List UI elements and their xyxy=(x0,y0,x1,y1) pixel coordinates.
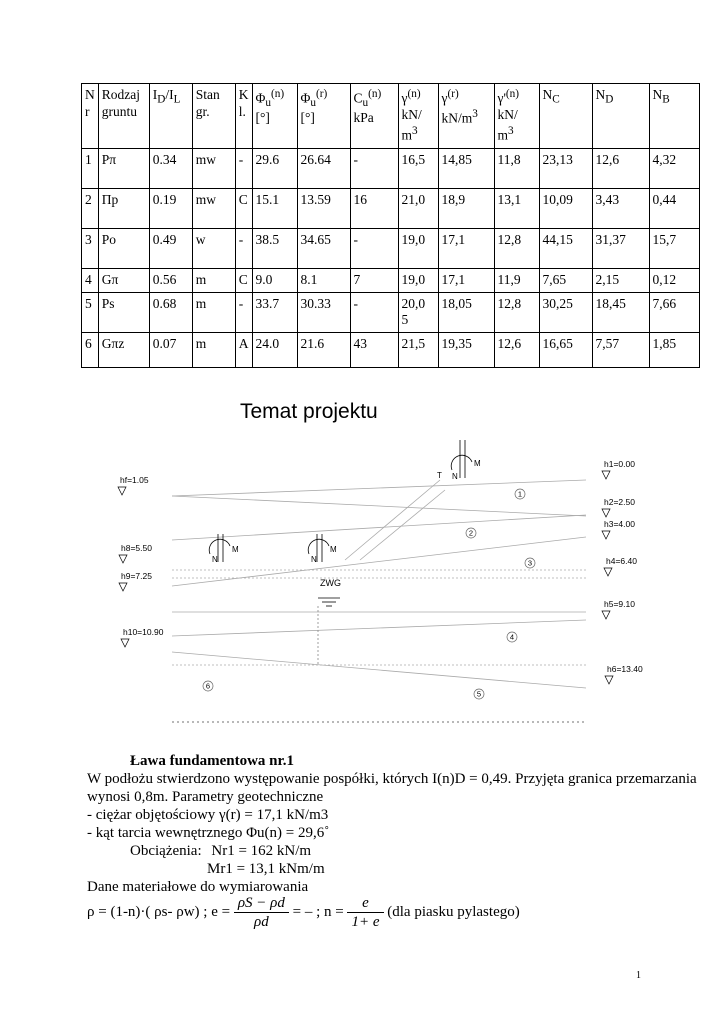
table-row xyxy=(82,292,700,333)
soil-profile-diagram xyxy=(0,430,724,730)
table-cell: m xyxy=(192,333,235,368)
boundary-line xyxy=(172,515,586,540)
table-row xyxy=(82,228,700,268)
depth-marker xyxy=(602,497,635,517)
table-cell: 19,0 xyxy=(398,228,438,268)
depth-label: hf=1.05 xyxy=(120,475,149,485)
loads-label: Obciążenia: xyxy=(130,843,202,859)
friction-angle-line: - kąt tarcia wewnętrznego Φu(n) = 29,6˚ xyxy=(87,825,330,841)
layer-number: 3 xyxy=(527,558,533,568)
section-paragraph xyxy=(87,770,707,806)
header-cell: $N_B$ xyxy=(649,84,700,149)
table-header-row xyxy=(82,84,700,149)
moment-arrow xyxy=(209,539,230,554)
right-depth-markers xyxy=(602,459,643,684)
table-cell: 20,0 5 xyxy=(398,292,438,333)
header-cell: $\Phi_u^{(n)}$ [°] xyxy=(252,84,297,149)
table-cell: 19,0 xyxy=(398,268,438,292)
level-triangle-icon xyxy=(119,583,127,591)
fraction-denominator: ρd xyxy=(254,914,269,930)
foundation-loads xyxy=(209,440,472,665)
table-cell: 18,05 xyxy=(438,292,494,333)
table-cell: 9.0 xyxy=(252,268,297,292)
table-cell: 34.65 xyxy=(297,228,350,268)
depth-marker xyxy=(605,664,643,684)
level-triangle-icon xyxy=(604,568,612,576)
table-cell: 16 xyxy=(350,188,398,228)
soil-parameters-table xyxy=(81,83,700,368)
level-triangle-icon xyxy=(605,676,613,684)
depth-marker xyxy=(602,459,635,479)
layer-number-badges xyxy=(203,489,535,699)
header-cell: $I_D/I_L$ xyxy=(149,84,192,149)
table-cell: 0.34 xyxy=(149,148,192,188)
table-cell: 5 xyxy=(82,292,99,333)
load-label-m: M xyxy=(474,459,481,468)
depth-label: h4=6.40 xyxy=(606,556,637,566)
table-cell: 7,65 xyxy=(539,268,592,292)
table-cell: 18,9 xyxy=(438,188,494,228)
header-cell: $\Phi_u^{(r)}$ [°] xyxy=(297,84,350,149)
table-cell: 0.56 xyxy=(149,268,192,292)
depth-marker xyxy=(119,571,152,591)
table-cell: - xyxy=(350,148,398,188)
depth-label: h10=10.90 xyxy=(123,627,164,637)
depth-marker xyxy=(604,556,637,576)
table-cell: 0.07 xyxy=(149,333,192,368)
table-cell: - xyxy=(350,228,398,268)
fraction-numerator: ρS − ρd xyxy=(234,894,289,913)
depth-label: h3=4.00 xyxy=(604,519,635,529)
table-cell: w xyxy=(192,228,235,268)
table-cell: - xyxy=(235,292,252,333)
table-cell: 4 xyxy=(82,268,99,292)
table-cell: - xyxy=(235,148,252,188)
header-cell: $N_C$ xyxy=(539,84,592,149)
table-cell: 13,1 xyxy=(494,188,539,228)
table-cell: 15,7 xyxy=(649,228,700,268)
table-cell: 16,5 xyxy=(398,148,438,188)
table-cell: 14,85 xyxy=(438,148,494,188)
table-cell: 0,44 xyxy=(649,188,700,228)
boundary-line xyxy=(172,620,586,636)
table-cell: 11,9 xyxy=(494,268,539,292)
load-label-m: M xyxy=(232,545,239,554)
table-cell: 12,6 xyxy=(592,148,649,188)
table-cell: 0.68 xyxy=(149,292,192,333)
header-cell: Rodzaj gruntu xyxy=(98,84,149,149)
fraction-denominator: 1+ e xyxy=(351,914,380,930)
depth-marker xyxy=(118,475,149,495)
formula-fraction-n xyxy=(347,894,383,931)
table-cell: 12,8 xyxy=(494,292,539,333)
table-cell: Πp xyxy=(98,188,149,228)
table-cell: 21.6 xyxy=(297,333,350,368)
level-triangle-icon xyxy=(121,639,129,647)
load-n-value: Nr1 = 162 kN/m xyxy=(211,843,312,859)
level-triangle-icon xyxy=(602,471,610,479)
table-cell: 24.0 xyxy=(252,333,297,368)
table-cell: mw xyxy=(192,188,235,228)
table-cell: 7,57 xyxy=(592,333,649,368)
intro-text: W podłożu stwierdzono występowanie pospółki, których I(n)D = 0,49. Przyjęta granica przemarzania wynosi 0,8m. Parametry geotechniczne xyxy=(87,771,697,805)
table-cell: 16,65 xyxy=(539,333,592,368)
table-cell: 30,25 xyxy=(539,292,592,333)
table-cell: 1,85 xyxy=(649,333,700,368)
table-cell: 6 xyxy=(82,333,99,368)
table-cell: 44,15 xyxy=(539,228,592,268)
table-cell: 0,12 xyxy=(649,268,700,292)
table-cell: A xyxy=(235,333,252,368)
boundary-line xyxy=(172,652,586,688)
depth-marker xyxy=(119,543,152,563)
table-cell: 38.5 xyxy=(252,228,297,268)
formula-line xyxy=(87,894,707,931)
table-cell: 2,15 xyxy=(592,268,649,292)
table-body xyxy=(82,148,700,368)
header-cell: Stan gr. xyxy=(192,84,235,149)
section-heading: Ława fundamentowa nr.1 xyxy=(130,753,295,769)
table-cell: mw xyxy=(192,148,235,188)
table-cell: - xyxy=(350,292,398,333)
depth-label: h5=9.10 xyxy=(604,599,635,609)
table-cell: C xyxy=(235,268,252,292)
table-row xyxy=(82,268,700,292)
load-label-n: N xyxy=(311,555,317,564)
level-triangle-icon xyxy=(118,487,126,495)
load-label-m: M xyxy=(330,545,337,554)
table-cell: 17,1 xyxy=(438,268,494,292)
boundary-line xyxy=(172,496,586,516)
table-cell: 15.1 xyxy=(252,188,297,228)
depth-label: h8=5.50 xyxy=(121,543,152,553)
table-cell: 8.1 xyxy=(297,268,350,292)
table-cell: 10,09 xyxy=(539,188,592,228)
table-cell: 26.64 xyxy=(297,148,350,188)
formula-note: (dla piasku pylastego) xyxy=(387,903,520,920)
table-cell: Po xyxy=(98,228,149,268)
unit-weight-line: - ciężar objętościowy γ(r) = 17,1 kN/m3 xyxy=(87,807,329,823)
table-cell: - xyxy=(235,228,252,268)
slope-line xyxy=(345,480,440,560)
page-number: 1 xyxy=(636,970,641,981)
layer-number: 6 xyxy=(205,681,211,691)
formula-fraction-e xyxy=(234,894,289,931)
table-cell: 17,1 xyxy=(438,228,494,268)
depth-marker xyxy=(121,627,164,647)
moment-arrow xyxy=(308,539,329,554)
table-cell: 7,66 xyxy=(649,292,700,333)
table-cell: 13.59 xyxy=(297,188,350,228)
page-title: Temat projektu xyxy=(240,400,378,423)
table-row xyxy=(82,148,700,188)
layer-number: 1 xyxy=(517,489,523,499)
table-cell: 21,5 xyxy=(398,333,438,368)
table-cell: 12,8 xyxy=(494,228,539,268)
table-cell: Gπz xyxy=(98,333,149,368)
depth-marker xyxy=(602,519,635,539)
left-depth-markers xyxy=(118,475,164,647)
load-m-value: Mr1 = 13,1 kNm/m xyxy=(207,861,325,877)
header-cell: N r xyxy=(82,84,99,149)
water-table-label: ZWG xyxy=(320,578,341,588)
depth-label: h9=7.25 xyxy=(121,571,152,581)
table-cell: 3 xyxy=(82,228,99,268)
header-cell: $\gamma^{(n)}$ kN/ $m^3$ xyxy=(398,84,438,149)
table-cell: 21,0 xyxy=(398,188,438,228)
table-cell: 3,43 xyxy=(592,188,649,228)
table-row xyxy=(82,188,700,228)
table-cell: C xyxy=(235,188,252,228)
materials-line: Dane materiałowe do wymiarowania xyxy=(87,879,309,895)
table-cell: 30.33 xyxy=(297,292,350,333)
table-cell: m xyxy=(192,268,235,292)
table-cell: 0.49 xyxy=(149,228,192,268)
depth-label: h1=0.00 xyxy=(604,459,635,469)
slope-line xyxy=(360,490,445,560)
table-cell: Gπ xyxy=(98,268,149,292)
table-cell: 29.6 xyxy=(252,148,297,188)
header-cell: K l. xyxy=(235,84,252,149)
table-cell: 19,35 xyxy=(438,333,494,368)
table-cell: 43 xyxy=(350,333,398,368)
layer-number: 5 xyxy=(476,689,482,699)
table-row xyxy=(82,333,700,368)
table-cell: 33.7 xyxy=(252,292,297,333)
table-cell: 12,6 xyxy=(494,333,539,368)
table-cell: Pπ xyxy=(98,148,149,188)
header-cell: $C_u^{(n)}$ kPa xyxy=(350,84,398,149)
load-label-n: N xyxy=(452,472,458,481)
fraction-numerator: e xyxy=(347,894,383,913)
formula-rho: ρ = (1-n)·( ρs- ρw) ; e = xyxy=(87,903,231,920)
table-cell: 23,13 xyxy=(539,148,592,188)
table-cell: 31,37 xyxy=(592,228,649,268)
header-cell: $N_D$ xyxy=(592,84,649,149)
table-cell: 11,8 xyxy=(494,148,539,188)
level-triangle-icon xyxy=(602,509,610,517)
depth-label: h6=13.40 xyxy=(607,664,643,674)
table-cell: 4,32 xyxy=(649,148,700,188)
table-cell: 1 xyxy=(82,148,99,188)
moment-arrow xyxy=(451,455,472,470)
table-cell: 2 xyxy=(82,188,99,228)
header-cell: $\gamma'^{(n)}$ kN/ $m^3$ xyxy=(494,84,539,149)
table-cell: m xyxy=(192,292,235,333)
depth-marker xyxy=(602,599,635,619)
header-cell: $\gamma^{(r)}$ $kN/m^3$ xyxy=(438,84,494,149)
table-cell: 7 xyxy=(350,268,398,292)
table-cell: 18,45 xyxy=(592,292,649,333)
layer-number: 4 xyxy=(509,632,515,642)
level-triangle-icon xyxy=(602,531,610,539)
table-cell: 0.19 xyxy=(149,188,192,228)
level-triangle-icon xyxy=(602,611,610,619)
layer-boundaries xyxy=(172,480,586,722)
layer-number: 2 xyxy=(468,528,474,538)
table-cell: Ps xyxy=(98,292,149,333)
load-label-n: N xyxy=(212,555,218,564)
formula-mid: = – ; n = xyxy=(292,903,344,920)
loads-line xyxy=(130,842,724,860)
load-label-t: T xyxy=(437,471,442,480)
level-triangle-icon xyxy=(119,555,127,563)
depth-label: h2=2.50 xyxy=(604,497,635,507)
